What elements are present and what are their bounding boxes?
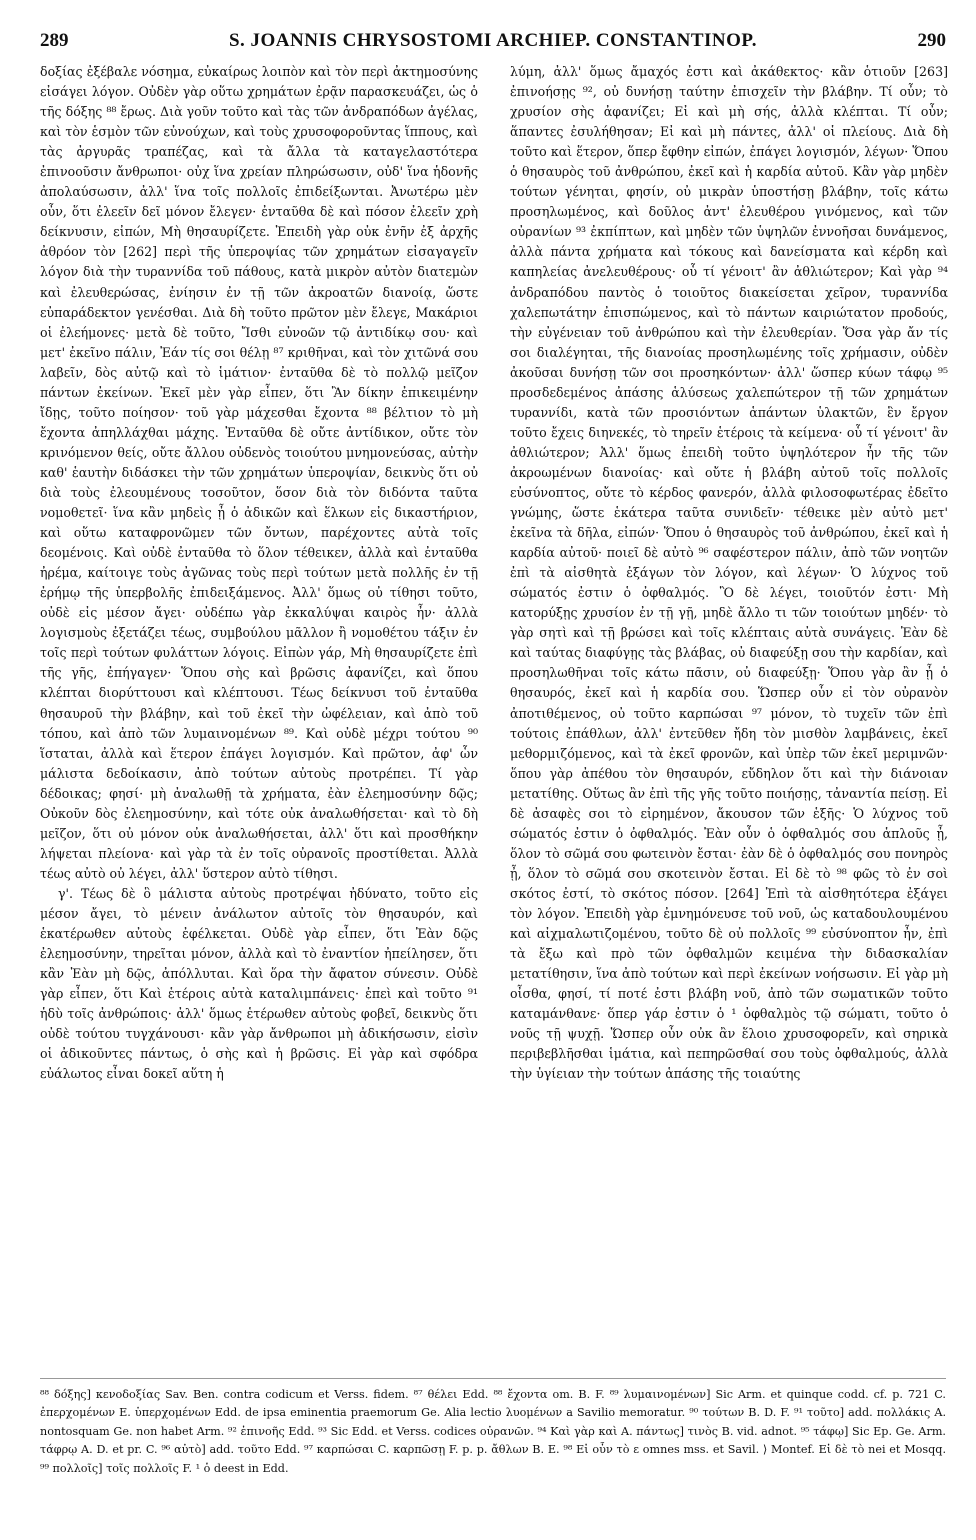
footnotes: ⁸⁸ δόξης] κενοδοξίας Sav. Ben. contra codicum et Verss. fidem. ⁸⁷ θέλει Edd. ⁸⁸ ἔχοντα om. B. F. ⁸⁹ λυμαινομένων] Sic Arm. et quinque codd. cf. p. 721 C. ἐπερχομένων E. ὑπερχομένων Edd. de ipsa eminentia praemorum Ge. Alia lectio λυομένων a Savilio memoratur. ⁹⁰ τούτων B. D. F. ⁹¹ τοῦτο] add. πολλάκις A. nontosquam Ge. non habet Arm. ⁹² ἐπινοῆς Edd. ⁹³ Sic Edd. et Verss. codices οὐρανῶν. ⁹⁴ Καὶ γὰρ καὶ A. πάντως] τινὸς B. vid. adnot. ⁹⁵ τάφῳ] Sic Ep. Ge. Arm. τάφρῳ A. D. et pr. C. ⁹⁶ αὐτὸ] add. τοῦτο Edd. ⁹⁷ καρπώσαι C. καρπῶσῃ F. p. p. ἄθλων B. E. ⁹⁸ Εἰ οὖν τὸ ε omnes mss. et Savil. ⟩ Montef. Εἰ δὲ τὸ nei et Mosqq. ⁹⁹ πολλοῖς] τοῖς πολλοῖς F. ¹ ὁ deest in Edd. bbox=[40, 1388, 946, 1475]
running-title: S. JOANNIS CHRYSOSTOMI ARCHIEP. CONSTANTINOP. bbox=[228, 30, 758, 51]
left-paragraph-1: δοξίας ἐξέβαλε νόσημα, εὐκαίρως λοιπὸν καὶ τὸν περὶ ἀκτημοσύνης εἰσάγει λόγον. Οὐδὲν γὰρ οὕτω χρημάτων ἐρᾷν παρασκευάζει, ὡς ὁ τῆς δόξης ⁸⁸ ἔρως. Διὰ γοῦν τοῦτο καὶ τὰς τῶν ἀνδραπόδων ἀγέλας, καὶ τὸν ἑσμὸν τῶν εὐνούχων, καὶ τοὺς χρυσοφοροῦντας ἵππους, καὶ τὰς ἀργυρᾶς τραπέζας, καὶ τὰ ἄλλα τὰ καταγελαστότερα ἐπινοοῦσιν ἄνθρωποι· οὐχ ἵνα χρείαν πληρώσωσιν, οὐδ' ἵνα ἡδονῆς ἀπολαύσωσιν, ἀλλ' ἵνα τοῖς πολλοῖς ἐπιδείξωνται. Ἀνωτέρω μὲν οὖν, ὅτι ἐλεεῖν δεῖ μόνον ἔλεγεν· ἐνταῦθα δὲ καὶ πόσον ἐλεεῖν χρὴ δείκνυσιν, εἰπών, Μὴ θησαυρίζετε. Ἐπειδὴ γὰρ οὐκ ἐνῆν ἐξ ἀρχῆς ἀθρόον τὸν [262] περὶ τῆς ὑπεροψίας τῶν χρημάτων εἰσαγαγεῖν λόγον διὰ τὴν τυραννίδα τοῦ πάθους, κατὰ μικρὸν αὐτὸν διατεμὼν καὶ ἐλευθερώσας, ἐνίησιν ἐν τῇ τῶν ἀκροατῶν διανοίᾳ, ὥστε εὐπαράδεκτον γενέσθαι. Διὰ δὴ τοῦτο πρῶτον μὲν ἔλεγε, Μακάριοι οἱ ἐλεήμονες· μετὰ δὲ τοῦτο, Ἴσθι εὐνοῶν τῷ ἀντιδίκῳ σου· καὶ μετ' ἐκεῖνο πάλιν, Ἐάν τίς σοι θέλῃ ⁸⁷ κριθῆναι, καὶ τὸν χιτῶνά σου λαβεῖν, δὸς αὐτῷ καὶ τὸ ἱμάτιον· ἐνταῦθα δὲ τὸ πολλῷ μεῖζον πάντων ἐκείνων. Ἐκεῖ μὲν γὰρ εἶπεν, ὅτι Ἂν δίκην ἐπικειμένην ἴδῃς, τοῦτο ποίησον· τοῦ γὰρ μάχεσθαι ἔχοντα ⁸⁸ βέλτιον τὸ μὴ ἔχοντα ἀπηλλάχθαι μάχης. Ἐνταῦθα δὲ οὔτε ἀντίδικον, οὔτε τὸν κρινόμενον θείς, οὔτε ἄλλου οὐδενὸς τοιούτου μνημονεύσας, αὐτὴν καθ' ἑαυτὴν διδάσκει τὴν τῶν χρημάτων ὑπεροψίαν, δεικνὺς ὅτι οὐ διὰ τοὺς ἐλεουμένους τοσοῦτον, ὅσον διὰ τὸν διδόντα ταῦτα νομοθετεῖ· ἵνα κἂν μηδεὶς ᾖ ὁ ἀδικῶν καὶ ἕλκων εἰς δικαστήριον, καὶ οὕτω καταφρονῶμεν τῶν ὄντων, παρέχοντες αὐτὰ τοῖς δεομένοις. Καὶ οὐδὲ ἐνταῦθα τὸ ὅλον τέθεικεν, ἀλλὰ καὶ ἐνταῦθα ἠρέμα, καίτοιγε τοὺς ἀγῶνας τοὺς περὶ τούτων μετὰ πολλῆς ἐν τῇ ἐρήμῳ τῆς ὑπερβολῆς ἐπιδειξάμενος. Ἀλλ' ὅμως οὐ τίθησι τοῦτο, οὐδὲ εἰς μέσον ἄγει· οὐδέπω γὰρ ἐκκαλύψαι καιρὸς ἦν· ἀλλὰ λογισμοὺς ἐξετάζει τέως, συμβούλου μᾶλλον ἢ νομοθέτου τάξιν ἐν τοῖς περὶ τούτων φυλάττων λόγοις. Εἰπὼν γάρ, Μὴ θησαυρίζετε ἐπὶ τῆς γῆς, ἐπήγαγεν· Ὅπου σὴς καὶ βρῶσις ἀφανίζει, καὶ ὅπου κλέπται διορύττουσι καὶ κλέπτουσι. Τέως δείκνυσι τοῦ ἐνταῦθα θησαυροῦ τὴν βλάβην, καὶ τοῦ ἐκεῖ τὴν ὠφέλειαν, καὶ ἀπὸ τοῦ τόπου, καὶ ἀπὸ τῶν λυμαινομένων ⁸⁹. Καὶ οὐδὲ μέχρι τούτου ⁹⁰ ἵσταται, ἀλλὰ καὶ ἕτερον ἐπάγει λογισμόν. Καὶ πρῶτον, ἀφ' ὧν μάλιστα δεδοίκασιν, ἀπὸ τούτων αὐτοὺς προτρέπει. Τί γὰρ δέδοικας; φησί· μὴ ἀναλωθῇ τὰ χρήματα, ἐὰν ἐλεημοσύνην δῷς; Οὐκοῦν δὸς ἐλεημοσύνην, καὶ τότε οὐκ ἀναλωθήσεται· καὶ τὸ δὴ μεῖζον, ὅτι οὐ μόνον οὐκ ἀναλωθήσεται, ἀλλ' ὅτι καὶ προσθήκην λήψεται πλείονα· καὶ γὰρ τὰ ἐν τοῖς οὐρανοῖς προστίθεται. Ἀλλὰ τέως αὐτὸ οὐ λέγει, ἀλλ' ὕστερον αὐτὸ τίθησι. bbox=[40, 64, 478, 881]
page-number-left: 289 bbox=[40, 30, 69, 51]
page-number-right: 290 bbox=[917, 30, 946, 51]
left-paragraph-2: γ'. Τέως δὲ ὃ μάλιστα αὐτοὺς προτρέψαι ἠδύνατο, τοῦτο εἰς μέσον ἄγει, τὸ μένειν ἀνάλωτον αὐτοῖς τὸν θησαυρόν, καὶ ἑκατέρωθεν αὐτοὺς ἐφέλκεται. Οὐδὲ γὰρ εἶπεν, ὅτι Ἐὰν δῷς ἐλεημοσύνην, τηρεῖται μόνον, ἀλλὰ καὶ τὸ ἐναντίον ἠπείλησεν, ὅτι κἂν Ἐὰν μὴ δῷς, ἀπόλλυται. Καὶ ὅρα τὴν ἄφατον σύνεσιν. Οὐδὲ γὰρ εἶπεν, ὅτι Καὶ ἑτέροις αὐτὰ καταλιμπάνεις· ἐπεὶ καὶ τοῦτο ⁹¹ ἡδὺ τοῖς ἀνθρώποις· ἀλλ' ὅμως ἑτέρωθεν αὐτοὺς φοβεῖ, δεικνὺς ὅτι οὐδὲ τούτου τυγχάνουσι· κἂν γὰρ ἄνθρωποι μὴ ἀδικήσωσιν, εἰσὶν οἱ ἀδικοῦντες πάντως, ὁ σὴς καὶ ἡ βρῶσις. Εἰ γὰρ καὶ σφόδρα εὐάλωτος εἶναι δοκεῖ αὕτη ἡ bbox=[40, 885, 478, 1082]
left-column bbox=[40, 62, 478, 1378]
footnote-rule bbox=[40, 1378, 946, 1379]
right-paragraph-1: λύμη, ἀλλ' ὅμως ἄμαχός ἐστι καὶ ἀκάθεκτος· κἂν ὁτιοῦν [263] ἐπινοήσῃς ⁹², οὐ δυνήσῃ ταύτην ἐπισχεῖν τὴν βλάβην. Τί οὖν; τὸ χρυσίον σὴς ἀφανίζει; Εἰ καὶ μὴ σής, ἀλλὰ κλέπται. Τί οὖν; ἅπαντες ἐσυλήθησαν; Εἰ καὶ μὴ πάντες, ἀλλ' οἱ πλείους. Διὰ δὴ τοῦτο καὶ ἕτερον, ὅπερ ἔφθην εἰπών, ἐπάγει λογισμόν, λέγων· Ὅπου ὁ θησαυρὸς τοῦ ἀνθρώπου, ἐκεῖ καὶ ἡ καρδία αὐτοῦ. Κἂν γὰρ μηδὲν τούτων γένηται, φησίν, οὐ μικρὰν ὑποστήσῃ βλάβην, τοῖς κάτω προσηλωμένος, καὶ δοῦλος ἀντ' ἐλευθέρου γινόμενος, καὶ τῶν οὐρανίων ⁹³ ἐκπίπτων, καὶ μηδὲν τῶν ὑψηλῶν ἐννοῆσαι δυνάμενος, ἀλλὰ πάντα χρήματα καὶ τόκους καὶ δανείσματα καὶ κέρδη καὶ καπηλείας ἀνελευθέρους· οὗ τί γένοιτ' ἂν ἀθλιώτερον; Καὶ γὰρ ⁹⁴ ἀνδραπόδου παντὸς ὁ τοιοῦτος διακείσεται χεῖρον, τυραννίδα χαλεπωτάτην ἐπισπώμενος, καὶ τὸ πάντων καιριώτατον προδούς, τὴν εὐγένειαν τοῦ ἀνθρώπου καὶ τὴν ἐλευθερίαν. Ὅσα γὰρ ἄν τίς σοι διαλέγηται, τῆς διανοίας προσηλωμένης τοῖς χρήμασιν, οὐδὲν ἀκοῦσαι δυνήσῃ τῶν σοι προσηκόντων· ἀλλ' ὥσπερ κύων τάφῳ ⁹⁵ προσδεδεμένος ἀπάσης ἁλύσεως χαλεπώτερον τῇ τῶν χρημάτων τυραννίδι, κατὰ τῶν προσιόντων ἁπάντων ὑλακτῶν, ἓν ἔργον τοῦτο ἔχεις διηνεκές, τὸ τηρεῖν ἑτέροις τὰ κείμενα· οὗ τί γένοιτ' ἂν ἀθλιώτερον; Ἀλλ' ὅμως ἐπειδὴ τοῦτο ὑψηλότερον ἦν τῆς τῶν ἀκροωμένων διανοίας· καὶ οὔτε ἡ βλάβη αὐτοῦ τοῖς πολλοῖς εὐσύνοπτος, οὔτε τὸ κέρδος φανερόν, ἀλλὰ φιλοσοφωτέρας ἐδεῖτο γνώμης, ὥστε ἑκάτερα ταῦτα συνιδεῖν· τέθεικε μὲν αὐτὸ μετ' ἐκεῖνα τὰ δῆλα, εἰπών· Ὅπου ὁ θησαυρὸς τοῦ ἀνθρώπου, ἐκεῖ καὶ ἡ καρδία αὐτοῦ· ποιεῖ δὲ αὐτὸ ⁹⁶ σαφέστερον πάλιν, ἀπὸ τῶν νοητῶν ἐπὶ τὰ αἰσθητὰ ἐξάγων τὸν λόγον, καὶ λέγων· Ὁ λύχνος τοῦ σώματός ἐστιν ὁ ὀφθαλμός. Ὃ δὲ λέγει, τοιοῦτόν ἐστι· Μὴ κατορύξῃς χρυσίον ἐν τῇ γῇ, μηδὲ ἄλλο τι τῶν τοιούτων μηδέν· τὸ γὰρ σητὶ καὶ τῇ βρώσει καὶ τοῖς κλέπταις αὐτὰ συνάγεις. Ἐὰν δὲ καὶ ταύτας διαφύγῃς τὰς βλάβας, οὐ διαφεύξῃ σου τὴν καρδίαν, καὶ προσηλωθῆναι τοῖς κάτω πᾶσιν, οὐ διαφεύξῃ· Ὅπου γὰρ ἂν ᾖ ὁ θησαυρός, ἐκεῖ καὶ ἡ καρδία σου. Ὥσπερ οὖν εἰ τὸν οὐρανὸν ἀποτιθέμενος, οὐ τοῦτο καρπώσαι ⁹⁷ μόνον, τὸ τυχεῖν τῶν ἐπὶ τούτοις ἐπάθλων, ἀλλ' ἐντεῦθεν ἤδη τὸν μισθὸν λαμβάνεις, ἐκεῖ μεθορμιζόμενος, καὶ τὰ ἐκεῖ φρονῶν, καὶ ὑπὲρ τῶν ἐκεῖ μεριμνῶν· ὅπου γὰρ ἀπέθου τὸν θησαυρόν, εὔδηλον ὅτι καὶ τὴν διάνοιαν μετατίθης. Οὕτως ἂν ἐπὶ τῆς γῆς τοῦτο ποιήσῃς, τἀναντία πείσῃ. Εἰ δὲ ἀσαφὲς σοι τὸ εἰρημένον, ἄκουσον τῶν ἑξῆς· Ὁ λύχνος τοῦ σώματός ἐστιν ὁ ὀφθαλμός. Ἐὰν οὖν ὁ ὀφθαλμός σου ἁπλοῦς ᾖ, ὅλον τὸ σῶμά σου φωτεινὸν ἔσται· ἐὰν δὲ ὁ ὀφθαλμός σου πονηρὸς ᾖ, ὅλον τὸ σῶμά σου σκοτεινὸν ἔσται. Εἰ δὲ τὸ ⁹⁸ φῶς τὸ ἐν σοὶ σκότος ἐστί, τὸ σκότος πόσον. [264] Ἐπὶ τὰ αἰσθητότερα ἐξάγει τὸν λόγον. Ἐπειδὴ γὰρ ἐμνημόνευσε τοῦ νοῦ, ὡς καταδουλουμένου καὶ αἰχμαλωτιζομένου, τοῦτο δὲ οὐ πολλοῖς ⁹⁹ εὐσύνοπτον ἦν, ἐπὶ τὰ ἔξω καὶ πρὸ τῶν ὀφθαλμῶν κειμένα τὴν διδασκαλίαν μετατίθησιν, ἵνα ἀπὸ τούτων καὶ περὶ ἐκείνων νοήσωσιν. Εἰ γὰρ μὴ οἶσθα, φησί, τί ποτέ ἐστι βλάβη νοῦ, ἀπὸ τῶν σωματικῶν τοῦτο καταμάνθανε· ὅπερ γάρ ἐστιν ὁ ¹ ὀφθαλμὸς τῷ σώματι, τοῦτο ὁ νοῦς τῇ ψυχῇ. Ὥσπερ οὖν οὐκ ἂν ἕλοιο χρυσοφορεῖν, καὶ σηρικὰ περιβεβλῆσθαι ἱμάτια, καὶ πεπηρῶσθαί σου τοὺς ὀφθαλμούς, ἀλλὰ τὴν ὑγίειαν τὴν τούτων ἁπάσης τῆς τοιαύτης bbox=[510, 64, 948, 1082]
right-column bbox=[510, 62, 948, 1378]
running-header bbox=[40, 30, 946, 54]
